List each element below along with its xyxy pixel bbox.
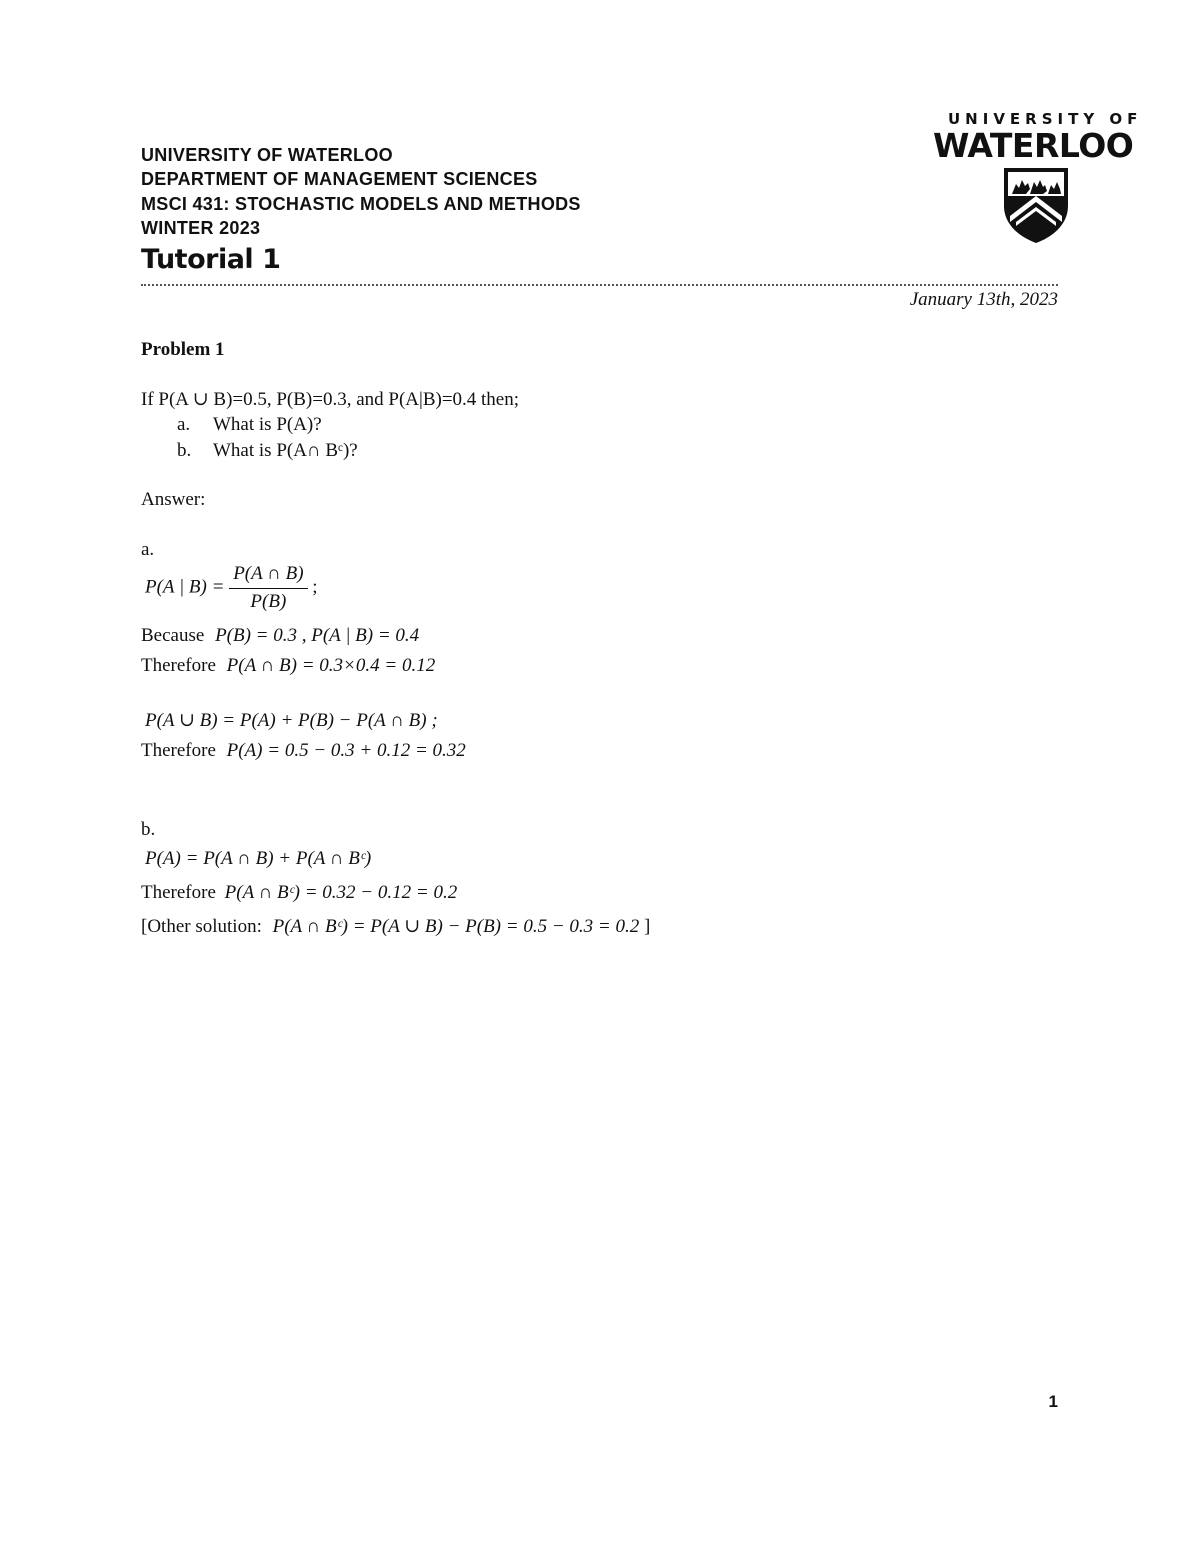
list-item-text: What is P(A∩ Bᶜ)? xyxy=(213,440,358,461)
therefore-word: Therefore xyxy=(141,655,216,676)
other-solution-suffix: ] xyxy=(643,916,651,937)
list-marker: a. xyxy=(177,414,191,435)
answer-label: Answer: xyxy=(141,489,206,510)
fraction-denominator: P(B) xyxy=(250,590,287,612)
answer-part-b-label: b. xyxy=(141,819,156,840)
other-solution-line xyxy=(141,916,650,939)
therefore-word: Therefore xyxy=(141,882,216,903)
header-university: UNIVERSITY OF WATERLOO xyxy=(141,145,393,165)
because-line xyxy=(141,625,419,648)
equation-lhs: P(A | B) = xyxy=(145,576,225,598)
union-equation: P(A ∪ B) = P(A) + P(B) − P(A ∩ B) ; xyxy=(145,710,438,731)
fraction xyxy=(229,563,307,614)
problem-heading: Problem 1 xyxy=(141,339,225,360)
logo-university-of: UNIVERSITY OF xyxy=(948,110,1143,128)
because-math: P(B) = 0.3 , P(A | B) = 0.4 xyxy=(215,625,420,646)
therefore-line-3 xyxy=(141,882,457,905)
other-solution-prefix: [Other solution: xyxy=(141,916,262,937)
problem-item-b xyxy=(177,440,577,464)
document-title: Tutorial 1 xyxy=(141,244,281,275)
list-marker: b. xyxy=(177,440,192,461)
conditional-probability-equation xyxy=(145,563,318,614)
therefore-math: P(A) = 0.5 − 0.3 + 0.12 = 0.32 xyxy=(226,740,466,761)
other-solution-math: P(A ∩ Bᶜ) = P(A ∪ B) − P(B) = 0.5 − 0.3 = 0.2 xyxy=(272,916,640,937)
fraction-numerator: P(A ∩ B) xyxy=(229,563,307,589)
list-item-text: What is P(A)? xyxy=(213,414,322,435)
answer-part-a-label: a. xyxy=(141,539,155,560)
because-word: Because xyxy=(141,625,205,646)
document-date: January 13th, 2023 xyxy=(909,289,1058,310)
header-divider xyxy=(141,284,1058,286)
header-course: MSCI 431: STOCHASTIC MODELS AND METHODS xyxy=(141,194,581,214)
therefore-word: Therefore xyxy=(141,740,216,761)
total-probability-equation: P(A) = P(A ∩ B) + P(A ∩ Bᶜ) xyxy=(145,848,372,869)
therefore-line-1 xyxy=(141,655,435,678)
header-department: DEPARTMENT OF MANAGEMENT SCIENCES xyxy=(141,169,538,189)
waterloo-crest-icon xyxy=(1002,166,1070,244)
therefore-math: P(A ∩ B) = 0.3×0.4 = 0.12 xyxy=(226,655,436,676)
problem-statement: If P(A ∪ B)=0.5, P(B)=0.3, and P(A|B)=0.4 then; xyxy=(141,389,520,410)
header-term: WINTER 2023 xyxy=(141,218,261,238)
equation-tail: ; xyxy=(312,576,318,598)
therefore-math: P(A ∩ Bᶜ) = 0.32 − 0.12 = 0.2 xyxy=(224,882,458,903)
therefore-line-2 xyxy=(141,740,466,763)
page-number: 1 xyxy=(1048,1392,1058,1411)
logo-waterloo: WATERLOO xyxy=(933,126,1134,165)
problem-item-a xyxy=(177,414,577,438)
